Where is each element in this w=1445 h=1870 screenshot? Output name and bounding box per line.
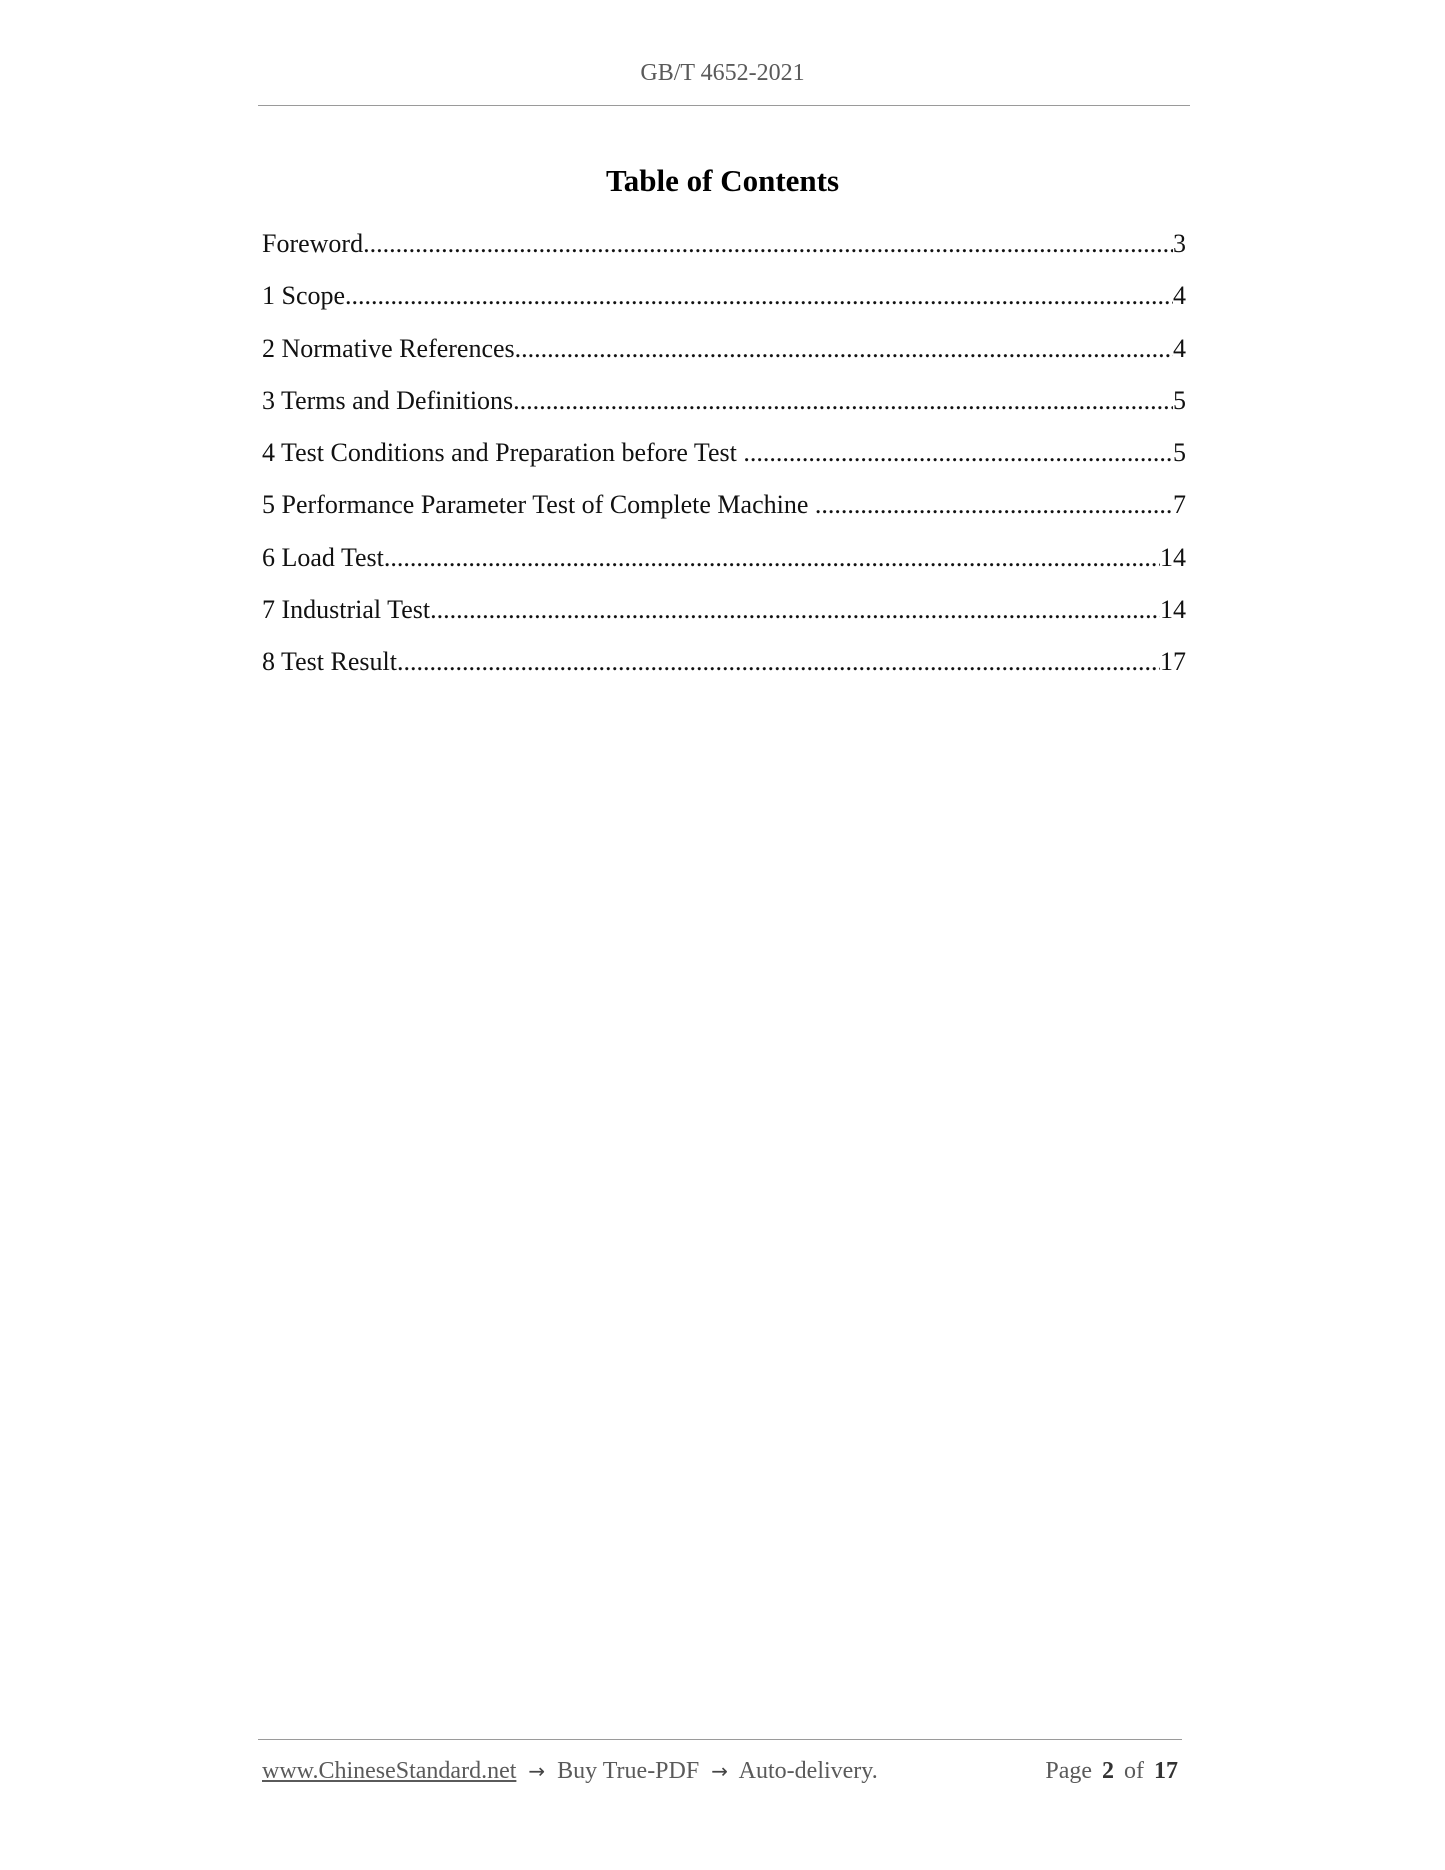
toc-entry-test-result[interactable] <box>262 644 1186 696</box>
toc-entry-page: 14 <box>1160 595 1186 625</box>
toc-entry-normative-references[interactable] <box>262 331 1186 383</box>
footer-promo <box>262 1758 878 1785</box>
toc-dot-leader <box>345 278 1173 314</box>
toc-entry-label: 8 Test Result <box>262 647 397 677</box>
toc-title: Table of Contents <box>605 163 840 198</box>
toc-entry-label: 4 Test Conditions and Preparation before Test <box>262 438 744 468</box>
toc-entry-label: 7 Industrial Test <box>262 595 431 625</box>
page-word: Page <box>1045 1758 1092 1784</box>
right-arrow-icon: → <box>711 1759 728 1783</box>
toc-entry-label: 3 Terms and Definitions <box>262 385 514 415</box>
of-word: of <box>1124 1758 1144 1784</box>
toc-entry-foreword[interactable] <box>262 226 1186 278</box>
toc-entry-page: 5 <box>1173 385 1186 415</box>
toc-entry-industrial-test[interactable] <box>262 592 1186 644</box>
toc-entry-label: 2 Normative References <box>262 333 515 363</box>
toc-dot-leader <box>397 644 1160 680</box>
page-number <box>1045 1758 1178 1785</box>
toc-entry-page: 3 <box>1173 229 1186 258</box>
toc-entry-page: 4 <box>1173 333 1186 363</box>
toc-entry-terms-definitions[interactable] <box>262 383 1186 435</box>
site-link[interactable]: www.ChineseStandard.net <box>262 1758 517 1784</box>
toc-entry-test-conditions[interactable] <box>262 435 1186 487</box>
toc-entry-page: 17 <box>1160 647 1186 677</box>
toc-dot-leader <box>363 226 1173 262</box>
toc-dot-leader <box>430 592 1160 628</box>
toc-entry-scope[interactable] <box>262 278 1186 330</box>
toc-entry-label: 1 Scope <box>262 281 346 311</box>
toc-entry-page: 7 <box>1173 490 1186 520</box>
toc-list <box>262 226 1186 697</box>
buy-true-pdf-text: Buy True-PDF <box>557 1758 700 1784</box>
toc-dot-leader <box>384 540 1160 576</box>
toc-dot-leader <box>815 487 1173 523</box>
toc-entry-performance-test[interactable] <box>262 487 1186 539</box>
header-divider <box>258 105 1190 106</box>
footer-divider <box>258 1739 1182 1740</box>
standard-code: GB/T 4652-2021 <box>640 60 805 86</box>
right-arrow-icon: → <box>528 1759 546 1783</box>
toc-entry-page: 4 <box>1173 281 1186 311</box>
toc-entry-label: 5 Performance Parameter Test of Complete Machine <box>262 490 815 520</box>
toc-entry-page: 5 <box>1173 438 1186 468</box>
toc-dot-leader <box>743 435 1173 471</box>
toc-entry-label: Foreword <box>262 229 364 258</box>
toc-entry-label: 6 Load Test <box>262 542 384 572</box>
total-page-number: 17 <box>1154 1758 1178 1784</box>
toc-dot-leader <box>513 383 1173 419</box>
current-page-number: 2 <box>1102 1758 1114 1784</box>
toc-entry-page: 14 <box>1160 542 1186 572</box>
auto-delivery-text: Auto-delivery. <box>738 1758 878 1784</box>
toc-dot-leader <box>515 331 1173 367</box>
toc-entry-load-test[interactable] <box>262 540 1186 592</box>
